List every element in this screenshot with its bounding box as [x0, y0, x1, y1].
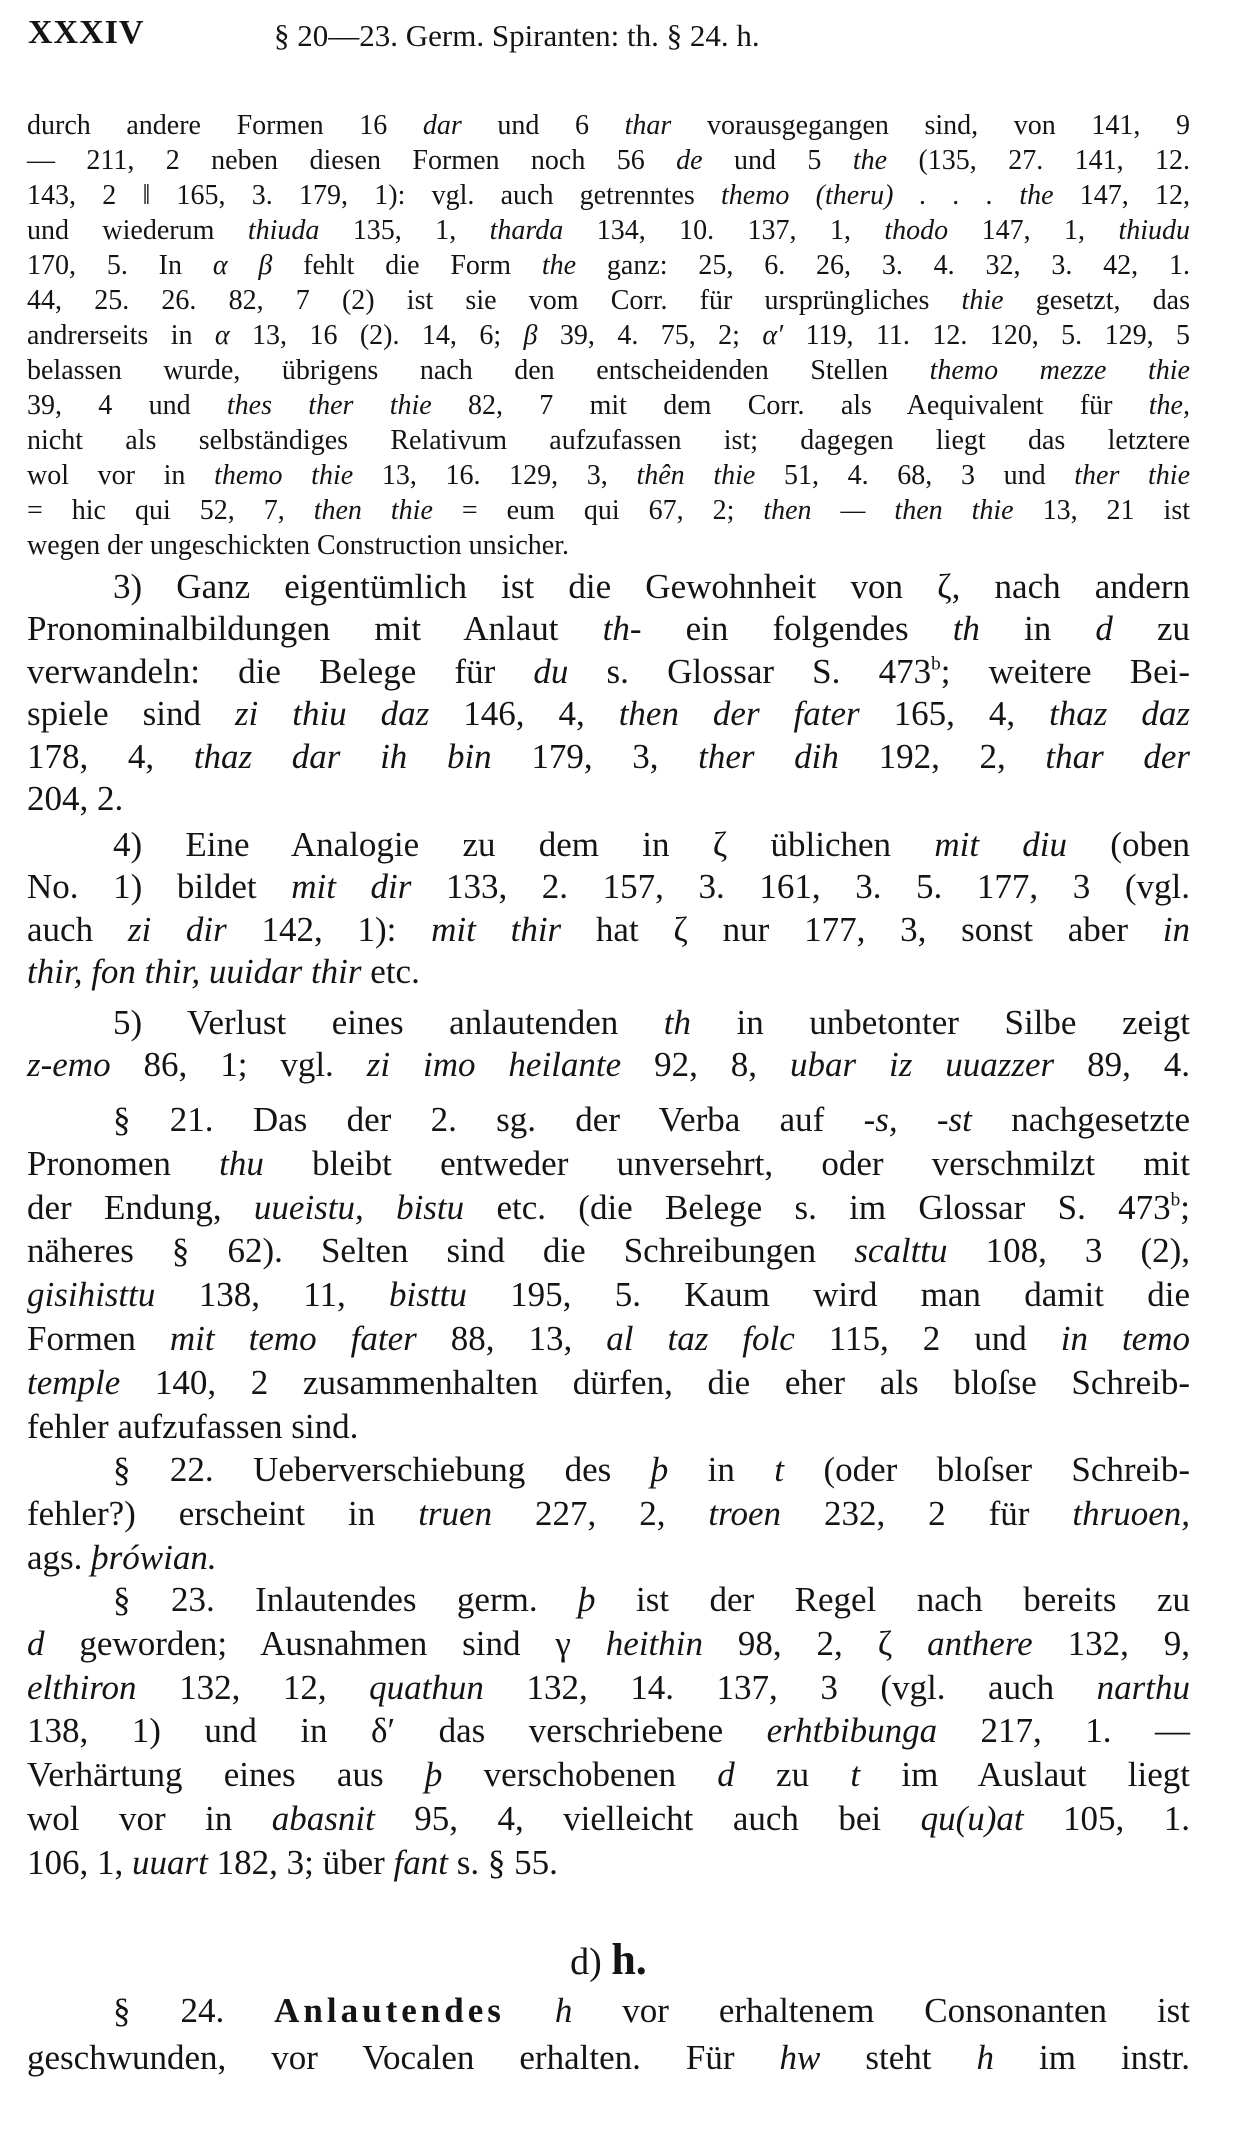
roman-text: 106, 1, — [27, 1842, 132, 1882]
roman-text: nachgesetzte — [971, 1100, 1190, 1139]
italic-text: d — [717, 1755, 735, 1795]
italic-text: uuart — [132, 1842, 208, 1882]
roman-text: im Auslaut liegt — [860, 1755, 1190, 1795]
roman-text: näheres § 62). Selten sind die Schreibungen — [27, 1231, 855, 1271]
italic-text: -s, -st — [863, 1100, 972, 1139]
roman-text: geschwunden, vor Vocalen erhalten. Für — [27, 2038, 780, 2077]
roman-text: Pronominalbildungen mit Anlaut — [27, 609, 603, 649]
roman-text: 98, 2, ζ — [703, 1623, 928, 1663]
roman-text: ist der Regel nach bereits zu — [595, 1580, 1190, 1619]
roman-text: 134, 10. 137, 1, — [563, 215, 885, 246]
italic-text: the, — [1148, 390, 1190, 421]
roman-text: fehler?) erscheint in — [27, 1493, 419, 1533]
italic-text: th — [663, 1003, 692, 1042]
italic-text: d — [1095, 609, 1113, 649]
paragraph-section-23 — [27, 1578, 1190, 1885]
roman-text: 192, 2, — [838, 736, 1046, 776]
roman-text: zu — [734, 1755, 851, 1795]
italic-text: thiuda — [247, 215, 320, 246]
paragraph-point-3 — [27, 566, 1190, 820]
roman-text: zu — [1112, 609, 1190, 649]
italic-text: erhtbibunga — [766, 1711, 938, 1751]
italic-text: mit thir — [431, 909, 562, 949]
italic-text: thodo — [884, 215, 949, 246]
roman-text: 146, 4, — [429, 694, 619, 734]
roman-text: fehlt die Form — [272, 250, 542, 281]
roman-text: belassen wurde, übrigens nach den entscheidenden Stellen — [27, 355, 930, 386]
italic-text: thaz daz — [1049, 694, 1190, 734]
italic-text: zi thiu daz — [234, 694, 430, 734]
roman-text: 92, 8, — [621, 1045, 790, 1085]
text-line — [27, 1536, 1190, 1580]
italic-text: thruoen, — [1072, 1493, 1190, 1533]
roman-text: 39, 4. 75, 2; — [537, 320, 763, 351]
roman-text: steht — [820, 2038, 977, 2077]
text-line — [27, 1361, 1190, 1405]
roman-text: 132, 14. 137, 3 (vgl. auch — [483, 1667, 1097, 1707]
paragraph-point-5 — [27, 1002, 1190, 1087]
running-title: § 20—23. Germ. Spiranten: th. § 24. h. — [274, 18, 760, 53]
text-line — [27, 736, 1190, 778]
text-line — [27, 388, 1190, 423]
italic-text: ubar iz uuazzer — [789, 1045, 1055, 1085]
text-line — [27, 909, 1190, 951]
roman-text: § 23. Inlautendes germ. — [113, 1580, 579, 1619]
roman-text: (oder bloſser Schreib- — [784, 1450, 1190, 1489]
italic-text: hw — [779, 2038, 821, 2077]
roman-text: 4) Eine Analogie zu dem in ζ üblichen — [113, 825, 935, 864]
roman-text: Pronomen — [27, 1143, 220, 1183]
section-heading-prefix: d) — [570, 1941, 612, 1983]
italic-text: zi dir — [127, 909, 227, 949]
paragraph-section-24 — [27, 1987, 1190, 2081]
roman-text: 143, 2 ‖ 165, 3. 179, 1): vgl. auch getrenntes — [27, 180, 721, 211]
italic-text: quathun — [369, 1667, 484, 1707]
italic-text: thar — [624, 110, 672, 141]
text-line — [27, 1002, 1190, 1044]
roman-text: in unbetonter Silbe zeigt — [691, 1003, 1190, 1042]
roman-text: 13, 21 ist — [1013, 495, 1190, 526]
roman-text: in — [979, 609, 1096, 649]
italic-text: tharda — [489, 215, 564, 246]
roman-text: 204, 2. — [27, 778, 124, 818]
italic-text: th- — [602, 609, 642, 649]
roman-text: durch andere Formen 16 — [27, 110, 423, 141]
text-line — [27, 353, 1190, 388]
roman-text: geworden; Ausnahmen sind γ — [44, 1623, 606, 1663]
italic-text: thiudu — [1118, 215, 1190, 246]
text-line — [27, 1578, 1190, 1622]
italic-text: mit diu — [934, 825, 1068, 864]
italic-text: thie — [961, 285, 1004, 316]
roman-text: s. Glossar S. 473 — [568, 651, 932, 691]
roman-text: — 211, 2 neben diesen Formen noch 56 — [27, 145, 677, 176]
roman-text: 13, 16 (2). 14, 6; — [229, 320, 524, 351]
roman-text: s. § 55. — [447, 1842, 558, 1882]
roman-text: ganz: 25, 6. 26, 3. 4. 32, 3. 42, 1. — [576, 250, 1191, 281]
roman-text: 5) Verlust eines anlautenden — [113, 1003, 664, 1042]
roman-text: 132, 9, — [1032, 1623, 1190, 1663]
text-line — [27, 423, 1190, 458]
roman-text: und 5 — [702, 145, 853, 176]
text-line — [27, 1841, 1190, 1885]
roman-text: 142, 1): — [226, 909, 432, 949]
roman-text: 140, 2 zusammenhalten dürfen, die eher als bloſse Schreib- — [120, 1362, 1190, 1402]
italic-text: temple — [27, 1362, 121, 1402]
italic-text: the — [541, 250, 577, 281]
italic-text: fant — [393, 1842, 448, 1882]
text-line — [27, 866, 1190, 908]
roman-text: 108, 3 (2), — [947, 1231, 1191, 1271]
roman-text: ags. — [27, 1537, 92, 1577]
italic-text: h — [976, 2038, 994, 2077]
text-line — [27, 1044, 1190, 1086]
italic-text: themo mezze thie — [929, 355, 1190, 386]
roman-text: Verhärtung eines aus — [27, 1755, 425, 1795]
roman-text: 170, 5. In — [27, 250, 213, 281]
text-line — [27, 651, 1190, 693]
italic-text: thu — [219, 1143, 264, 1183]
text-line — [27, 318, 1190, 353]
roman-text: ; weitere Bei- — [940, 651, 1190, 691]
text-line — [27, 108, 1190, 143]
roman-text: im instr. — [993, 2038, 1190, 2077]
italic-text: scalttu — [854, 1231, 948, 1271]
roman-text: spiele sind — [27, 694, 235, 734]
spaced-text: Anlautendes — [274, 1991, 505, 2030]
superscript: b — [1170, 1189, 1181, 1211]
text-line — [27, 458, 1190, 493]
text-line — [27, 1448, 1190, 1492]
italic-text: d — [27, 1623, 45, 1663]
roman-text: No. 1) bildet — [27, 867, 292, 907]
italic-text: thên thie — [636, 460, 756, 491]
roman-text: andrerseits in — [27, 320, 215, 351]
roman-text: = hic qui 52, 7, — [27, 495, 314, 526]
roman-text: der Endung, — [27, 1187, 254, 1227]
text-line — [27, 493, 1190, 528]
italic-text: thir, fon thir, uuidar thir — [27, 952, 362, 992]
italic-text: al taz folc — [606, 1318, 795, 1358]
roman-text: § 21. Das der 2. sg. der Verba auf — [113, 1100, 864, 1139]
text-line — [27, 1987, 1190, 2034]
roman-text: ; — [1180, 1187, 1190, 1227]
text-line — [27, 1622, 1190, 1666]
roman-text: und 6 — [461, 110, 625, 141]
roman-text: 86, 1; vgl. — [110, 1045, 367, 1085]
italic-text: þrówian. — [91, 1537, 217, 1577]
italic-text: qu(u)at — [920, 1798, 1024, 1838]
roman-text: 95, 4, vielleicht auch bei — [374, 1798, 921, 1838]
paragraph-section-21 — [27, 1098, 1190, 1448]
text-line — [27, 1709, 1190, 1753]
italic-text: troen — [708, 1493, 782, 1533]
italic-text: truen — [418, 1493, 493, 1533]
roman-text: 178, 4, — [27, 736, 194, 776]
italic-text: abasnit — [271, 1798, 375, 1838]
roman-text: 147, 1, — [948, 215, 1119, 246]
italic-text: thes ther thie — [226, 390, 432, 421]
section-heading — [27, 1934, 1190, 1985]
roman-text: Formen — [27, 1318, 170, 1358]
text-line — [27, 1753, 1190, 1797]
text-line — [27, 778, 1190, 820]
roman-text: 115, 2 und — [794, 1318, 1061, 1358]
roman-text: wol vor in — [27, 1798, 272, 1838]
text-line — [27, 2034, 1190, 2081]
text-line — [27, 608, 1190, 650]
roman-text: 227, 2, — [492, 1493, 709, 1533]
roman-text: 39, 4 und — [27, 390, 227, 421]
roman-text: 105, 1. — [1023, 1798, 1191, 1838]
italic-text: t — [850, 1755, 861, 1795]
text-line — [27, 1142, 1190, 1186]
italic-text: mit dir — [291, 867, 412, 907]
roman-text: fehler aufzufassen sind. — [27, 1406, 359, 1446]
roman-text: etc. (die Belege s. im Glossar S. 473 — [464, 1187, 1171, 1227]
text-line — [27, 1186, 1190, 1230]
italic-text: anthere — [927, 1623, 1033, 1663]
text-line — [27, 1666, 1190, 1710]
italic-text: in temo — [1060, 1318, 1190, 1358]
text-line — [27, 143, 1190, 178]
italic-text: β — [523, 320, 538, 351]
italic-text: bisttu — [389, 1275, 467, 1315]
italic-text: mit temo fater — [169, 1318, 417, 1358]
text-line — [27, 213, 1190, 248]
roman-text: wol vor in — [27, 460, 215, 491]
superscript: b — [931, 653, 941, 675]
roman-text: 147, 12, — [1053, 180, 1190, 211]
roman-text: nicht als selbständiges Relativum aufzufassen ist; dagegen liegt das letztere — [27, 425, 1190, 456]
text-line — [27, 248, 1190, 283]
roman-text: 13, 16. 129, 3, — [353, 460, 637, 491]
section-heading-letter: h. — [611, 1935, 647, 1984]
italic-text: h — [554, 1991, 573, 2030]
roman-text: 182, 3; über — [207, 1842, 394, 1882]
italic-text: heithin — [605, 1623, 703, 1663]
italic-text: then — then thie — [763, 495, 1014, 526]
roman-text: 119, 11. 12. 120, 5. 129, 5 — [783, 320, 1191, 351]
roman-text: § 24. — [113, 1991, 275, 2030]
text-line — [27, 1405, 1190, 1449]
italic-text: þ — [424, 1755, 443, 1795]
italic-text: th — [952, 609, 980, 649]
roman-text — [505, 1991, 555, 2030]
text-line — [27, 1317, 1190, 1361]
italic-text: uueistu, bistu — [253, 1187, 465, 1227]
italic-text: thar der — [1045, 736, 1191, 776]
text-line — [27, 1229, 1190, 1273]
italic-text: in — [1162, 909, 1190, 949]
italic-text: then thie — [313, 495, 433, 526]
roman-text: § 22. Ueberverschiebung des — [113, 1450, 651, 1489]
roman-text: 89, 4. — [1054, 1045, 1190, 1085]
roman-text: verwandeln: die Belege für — [27, 651, 534, 691]
italic-text: α β — [212, 250, 273, 281]
italic-text: þ — [650, 1450, 669, 1489]
roman-text: (135, 27. 141, 12. — [887, 145, 1191, 176]
text-line — [27, 566, 1190, 608]
text-line — [27, 951, 1190, 993]
italic-text: de — [676, 145, 703, 176]
roman-text: 82, 7 mit dem Corr. als Aequivalent für — [431, 390, 1149, 421]
roman-text: = eum qui 67, 2; — [432, 495, 764, 526]
italic-text: ther dih — [698, 736, 839, 776]
paragraph-point-4 — [27, 824, 1190, 994]
text-line — [27, 1797, 1190, 1841]
roman-text: vor erhaltenem Consonanten ist — [572, 1991, 1191, 2030]
italic-text: gisihisttu — [27, 1275, 156, 1315]
roman-text: hat ζ nur 177, 3, sonst aber — [561, 909, 1163, 949]
roman-text: gesetzt, das — [1003, 285, 1190, 316]
italic-text: du — [533, 651, 569, 691]
paragraph-section-22 — [27, 1448, 1190, 1579]
italic-text: ther thie — [1074, 460, 1191, 491]
roman-text: auch — [27, 909, 128, 949]
roman-text: 179, 3, — [491, 736, 699, 776]
roman-text: 195, 5. Kaum wird man damit die — [466, 1275, 1191, 1315]
roman-text: (oben — [1067, 825, 1190, 864]
roman-text: verschobenen — [442, 1755, 718, 1795]
page-number: XXXIV — [28, 14, 145, 51]
italic-text: þ — [578, 1580, 596, 1619]
roman-text: ein folgendes — [641, 609, 953, 649]
italic-text: narthu — [1096, 1667, 1191, 1707]
roman-text: 44, 25. 26. 82, 7 (2) ist sie vom Corr. für ursprüngliches — [27, 285, 962, 316]
italic-text: z-emo — [27, 1045, 111, 1085]
italic-text: t — [774, 1450, 785, 1489]
roman-text: 232, 2 für — [781, 1493, 1073, 1533]
roman-text: vorausgegangen sind, von 141, 9 — [671, 110, 1191, 141]
roman-text: in — [668, 1450, 775, 1489]
text-line — [27, 1492, 1190, 1536]
italic-text: the — [852, 145, 888, 176]
italic-text: thaz dar ih bin — [193, 736, 492, 776]
roman-text: wegen der ungeschickten Construction unsicher. — [27, 530, 569, 561]
italic-text: α′ — [762, 320, 784, 351]
roman-text: 138, 1) und in δ′ das verschriebene — [27, 1711, 767, 1751]
italic-text: themo (theru) . . . the — [720, 180, 1054, 211]
text-line — [27, 693, 1190, 735]
text-line — [27, 824, 1190, 866]
italic-text: elthiron — [27, 1667, 137, 1707]
roman-text: 88, 13, — [416, 1318, 607, 1358]
roman-text: 51, 4. 68, 3 und — [755, 460, 1075, 491]
roman-text: bleibt entweder unversehrt, oder verschmilzt mit — [263, 1143, 1190, 1183]
roman-text: 132, 12, — [136, 1667, 370, 1707]
text-line — [27, 528, 1190, 563]
text-line — [27, 1273, 1190, 1317]
roman-text: 135, 1, — [319, 215, 490, 246]
roman-text: 133, 2. 157, 3. 161, 3. 5. 177, 3 (vgl. — [411, 867, 1190, 907]
roman-text: 3) Ganz eigentümlich ist die Gewohnheit von ζ, nach andern — [113, 567, 1190, 606]
italic-text: α — [214, 320, 230, 351]
text-line — [27, 1098, 1190, 1142]
text-line — [27, 283, 1190, 318]
italic-text: themo thie — [214, 460, 354, 491]
italic-text: zi imo heilante — [366, 1045, 622, 1085]
italic-text: dar — [422, 110, 462, 141]
roman-text: 138, 11, — [155, 1275, 390, 1315]
roman-text: und wiederum — [27, 215, 248, 246]
text-line — [27, 178, 1190, 213]
roman-text: etc. — [361, 952, 420, 992]
roman-text: 217, 1. — — [937, 1711, 1191, 1751]
paragraph-continuation — [27, 108, 1190, 563]
roman-text: 165, 4, — [859, 694, 1050, 734]
italic-text: then der fater — [618, 694, 860, 734]
